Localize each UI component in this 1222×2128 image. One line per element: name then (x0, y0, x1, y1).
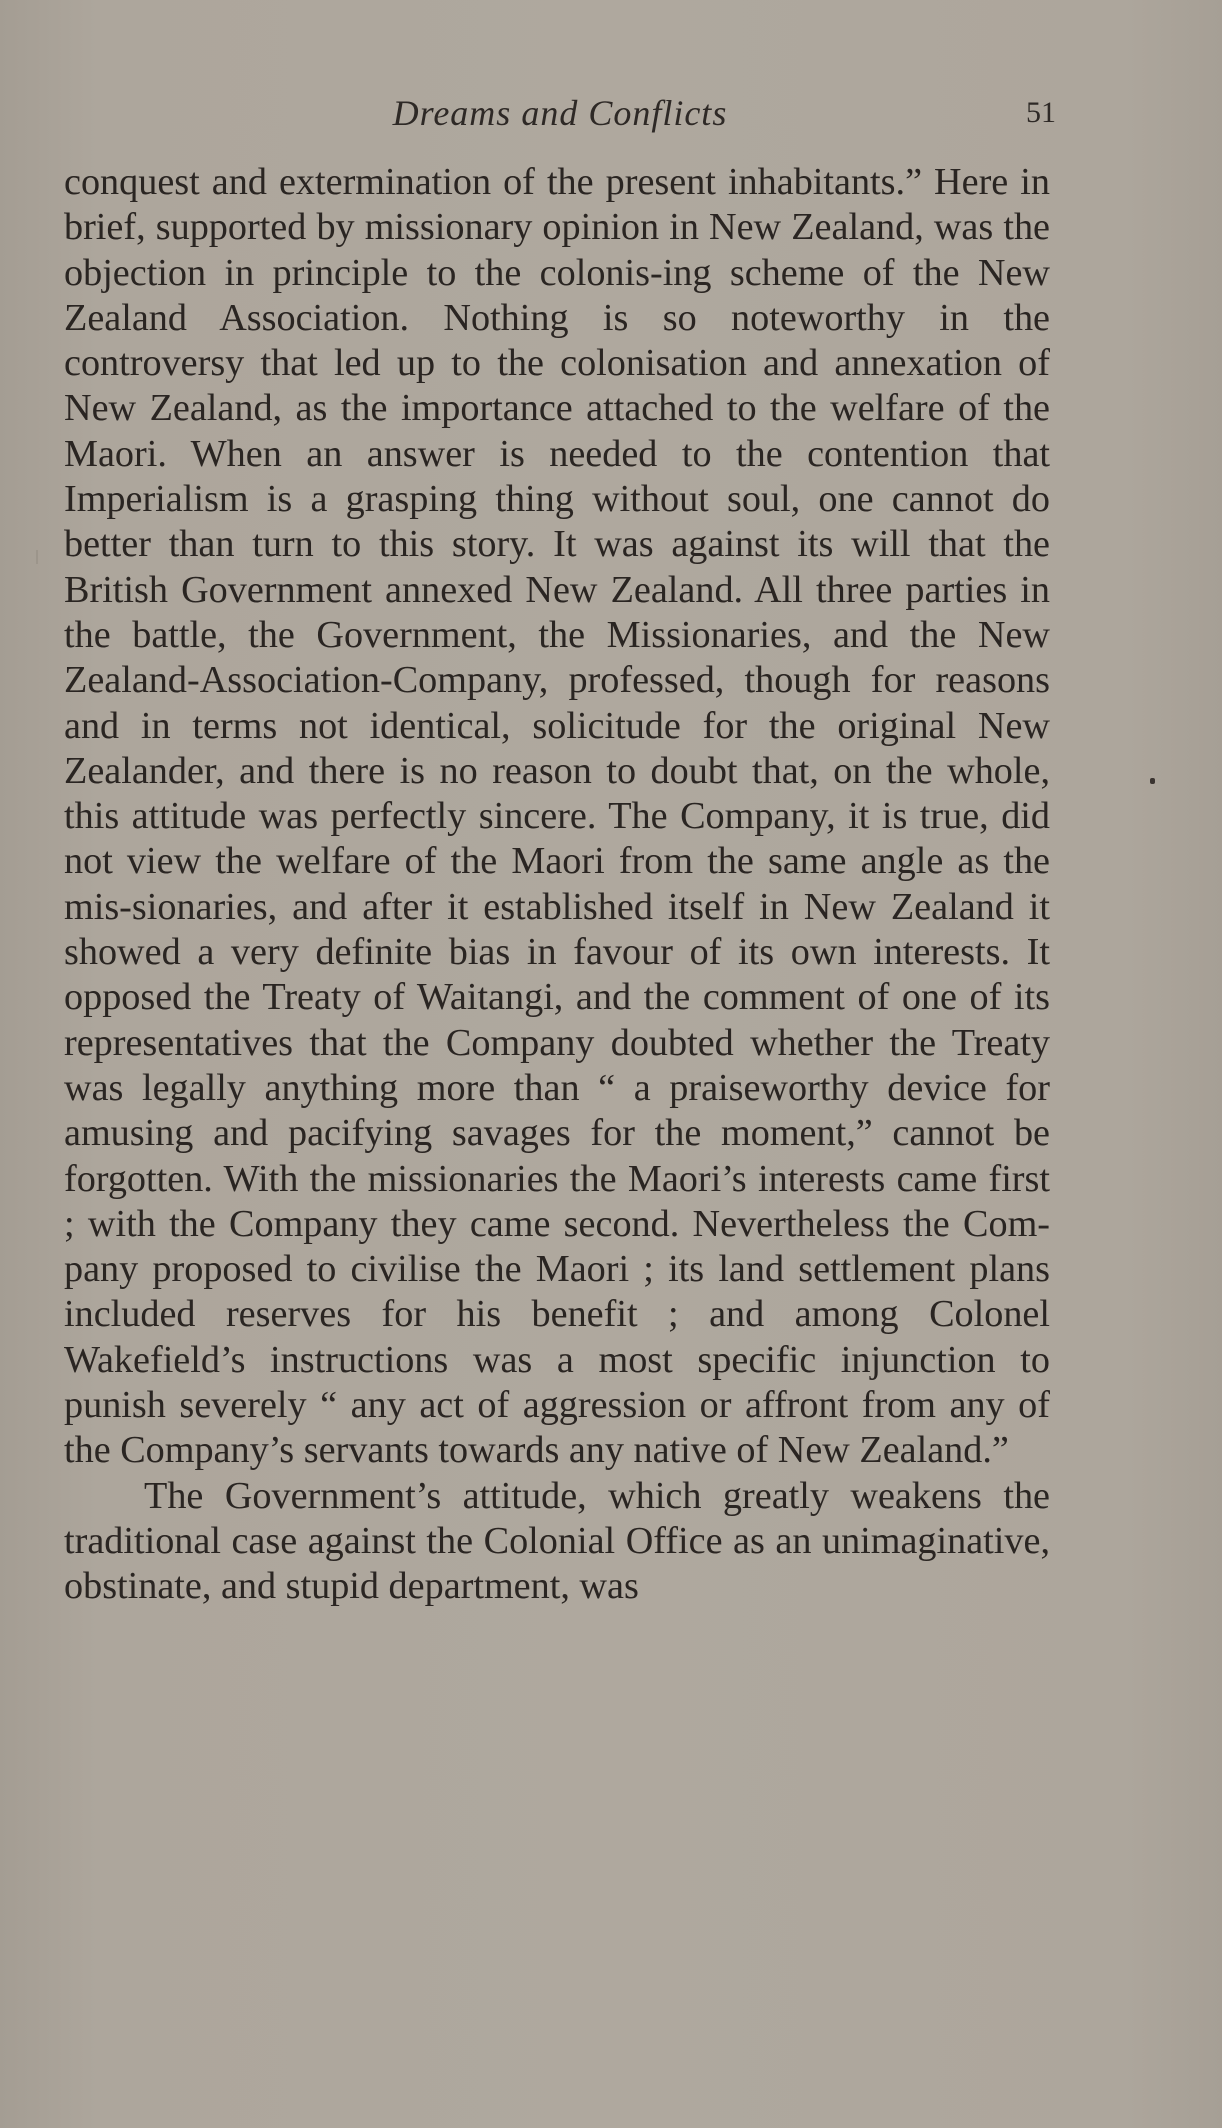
body-text (64, 160, 1050, 1610)
margin-speck (1150, 778, 1155, 784)
running-title: Dreams and Conflicts (392, 93, 728, 133)
margin-speck-left (36, 550, 38, 564)
paragraph-1: conquest and extermination of the present inhabitants.” Here in brief, supported by missionary opinion in New Zealand, was the objection in principle to the colonis-ing scheme of the New Zealand Association. Nothing is so noteworthy in the controversy that led up to the colonisation and annexation of New Zealand, as the importance attached to the welfare of the Maori. When an answer is needed to the contention that Imperialism is a grasping thing without soul, one cannot do better than turn to this story. It was against its will that the British Government annexed New Zealand. All three parties in the battle, the Government, the Missionaries, and the New Zealand-Association-Company, professed, though for reasons and in terms not identical, solicitude for the original New Zealander, and there is no reason to doubt that, on the whole, this attitude was perfectly sincere. The Company, it is true, did not view the welfare of the Maori from the same angle as the mis-sionaries, and after it established itself in New Zealand it showed a very definite bias in favour of its own interests. It opposed the Treaty of Waitangi, and the comment of one of its representatives that the Company doubted whether the Treaty was legally anything more than “ a praiseworthy device for amusing and pacifying savages for the moment,” cannot be forgotten. With the missionaries the Maori’s interests came first ; with the Company they came second. Nevertheless the Com-pany proposed to civilise the Maori ; its land settlement plans included reserves for his benefit ; and among Colonel Wakefield’s instructions was a most specific injunction to punish severely “ any act of aggression or affront from any of the Company’s servants towards any native of New Zealand.” (64, 161, 1050, 1472)
page-number: 51 (1026, 96, 1056, 129)
running-head (64, 92, 1056, 142)
paragraph-2: The Government’s attitude, which greatly weakens the traditional case against the Colonial Office as an unimaginative, obstinate, and stupid department, was (64, 1474, 1050, 1608)
